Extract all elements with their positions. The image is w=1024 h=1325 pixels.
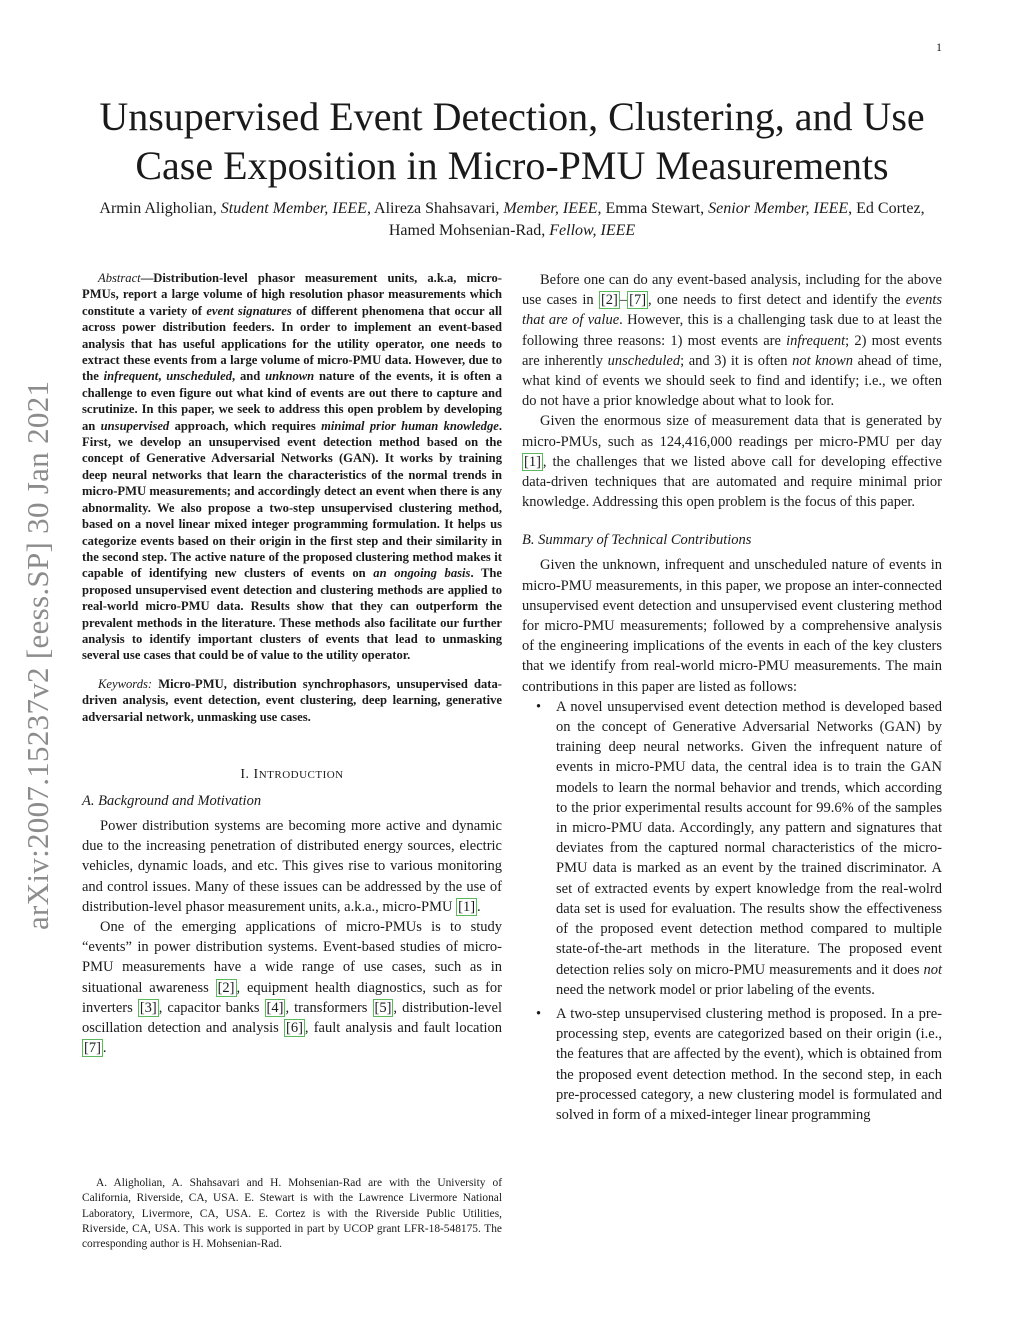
- abstract-text: . The proposed unsupervised event detection and clustering methods are applied to real-world micro-PMU data. Results show that they can outperform the prevalent methods in the literature. These methods also facilitate our further analysis to identify important clusters of events that lead to unmasking several use cases that could be of value to the utility operator.: [82, 566, 502, 663]
- abstract-text: —Distribution-level phasor measurement units, a.k.a, micro-PMUs, report a large volume of high resolution phasor measurements which constitute a variety of: [82, 271, 502, 318]
- title-line-2: Case Exposition in Micro-PMU Measurements: [135, 143, 889, 188]
- paper-title: [60, 92, 964, 190]
- section-title-initial: I: [253, 766, 259, 782]
- abstract: [82, 270, 502, 664]
- paragraph-emphasis: unscheduled: [607, 352, 681, 369]
- paragraph-text: .: [102, 1040, 107, 1057]
- arxiv-stamp[interactable]: arXiv:2007.15237v2 [eess.SP] 30 Jan 2021: [20, 380, 55, 930]
- author-1: Armin Aligholian,: [99, 200, 221, 217]
- keywords: [82, 676, 502, 725]
- page-number: 1: [936, 40, 942, 54]
- footnote: A. Aligholian, A. Shahsavari and H. Mohsenian-Rad are with the University of California, Riverside, CA, USA. E. Stewart is with the Lawrence Livermore National Laboratory, Livermore, CA, USA. E. Cortez is with the Riverside Public Utilities, Riverside, CA, USA. This work is supported in part by UCOP grant LFR-18-548175. The corresponding author is H. Mohsenian-Rad.: [82, 1177, 502, 1251]
- paragraph-text: ; and 3) it is often: [680, 352, 793, 369]
- right-paragraph-3: Given the unknown, infrequent and unscheduled nature of events in micro-PMU measurements, in this paper, we propose an inter-connected unsupervised event detection and unsupervised event clustering method for micro-PMU measurements; followed by a comprehensive analysis of the engineering implications of the events in each of the key clusters that we identify from real-world micro-PMU measurements. The main contributions in this paper are listed as follows:: [522, 557, 942, 695]
- citation-link[interactable]: [3]: [139, 999, 157, 1016]
- left-column: [82, 270, 502, 1058]
- contributions-list: [522, 697, 942, 1125]
- author-2-role: Member, IEEE: [503, 200, 598, 217]
- right-paragraph-1: [522, 270, 942, 411]
- section-heading-introduction: [82, 767, 502, 783]
- abstract-text: approach, which requires: [169, 418, 322, 433]
- paragraph-emphasis: infrequent: [786, 332, 846, 349]
- abstract-emphasis: minimal prior human knowledge: [321, 418, 499, 433]
- paragraph-text: , distribution-level oscillation detection and analysis: [82, 999, 502, 1036]
- title-line-1: Unsupervised Event Detection, Clustering, and Use: [99, 94, 925, 139]
- section-number: I.: [240, 766, 254, 782]
- citation-link[interactable]: [1]: [458, 898, 476, 915]
- author-list: [84, 198, 940, 242]
- paragraph-text: , one needs to first detect and identify the: [648, 292, 906, 309]
- author-4: , Ed Cortez, Hamed Mohsenian-Rad,: [388, 200, 925, 239]
- intro-paragraph-2: [82, 917, 502, 1058]
- author-1-role: Student Member, IEEE: [220, 200, 367, 217]
- paragraph-text: Before one can do any event-based analysis, including for the above use cases in: [522, 272, 942, 309]
- keywords-text: Micro-PMU, distribution synchrophasors, unsupervised data-driven analysis, event detection, event clustering, deep learning, generative adversarial network, unmasking use cases.: [82, 676, 502, 724]
- abstract-text: ,: [158, 369, 167, 384]
- subsection-heading-contributions: B. Summary of Technical Contributions: [522, 532, 752, 549]
- subsection-heading-background: A. Background and Motivation: [82, 792, 262, 809]
- paragraph-text: . However, this is a challenging task due to at least the following three reasons: 1) most events are: [522, 312, 942, 349]
- abstract-text: , and: [232, 369, 266, 384]
- abstract-emphasis: infrequent: [103, 369, 159, 384]
- list-item: [522, 1004, 942, 1125]
- paragraph-text: ; 2) most events are inherently: [522, 332, 942, 369]
- citation-link[interactable]: [6]: [285, 1020, 303, 1036]
- abstract-text: . First, we develop an unsupervised event detection method based on the concept of Generative Adversarial Networks (GAN). It works by training deep neural networks that learn the characteristics of the normal trends in micro-PMU measurements; and accordingly detect an event when there is any abnormality. We also propose a two-step unsupervised clustering method, based on a novel linear mixed integer programming formulation. It helps us categorize events based on their origin in the first step and their similarity in the second step. The active nature of the proposed clustering method makes it capable of identifying new clusters of events on: [82, 418, 502, 581]
- list-item-text: need the network model or prior labeling of the events.: [556, 981, 875, 998]
- list-item-text: A two-step unsupervised clustering method is proposed. In a pre-processing step, events are categorized based on their origin (i.e., the features that are affected by the event), which is obtained from the proposed event detection method. In the second step, in each pre-processed category, a new clustering model is formulated and solved in form of a mixed-integer linear programming: [556, 1005, 942, 1123]
- citation-link[interactable]: [2]: [217, 979, 235, 996]
- abstract-emphasis: event signatures: [206, 303, 292, 318]
- bullet-icon: •: [536, 698, 542, 715]
- paragraph-text: , transformers: [285, 999, 373, 1016]
- intro-paragraph-1: [82, 816, 502, 917]
- abstract-emphasis: unscheduled: [166, 369, 233, 384]
- paragraph-text: Given the enormous size of measurement data that is generated by micro-PMUs, such as 124,416,000 readings per micro-PMU per day: [522, 413, 942, 450]
- author-3-role: Senior Member, IEEE: [708, 200, 849, 217]
- citation-link[interactable]: [4]: [266, 999, 284, 1016]
- paragraph-text: , equipment health diagnostics, such as for inverters: [82, 979, 502, 1016]
- paragraph-text: Power distribution systems are becoming more active and dynamic due to the increasing penetration of distributed energy sources, electric vehicles, dynamic loads, and etc. This gives rise to various monitoring and control issues. Many of these issues can be addressed by the use of distribution-level phasor measurement units, a.k.a., micro-PMU: [82, 817, 502, 915]
- abstract-text: nature of the events, it is often a challenge to even figure out what kind of events are out there to capture and scrutinize. In this paper, we seek to address this open problem by developing an: [82, 369, 503, 433]
- right-column: [522, 270, 942, 1129]
- author-3: , Emma Stewart,: [597, 200, 709, 217]
- list-item-emphasis: not: [923, 961, 942, 978]
- bullet-icon: •: [536, 1005, 542, 1022]
- paragraph-text: , the challenges that we listed above call for developing effective data-driven techniques that are automated and require minimal prior knowledge. Addressing this open problem is the focus of this paper.: [522, 453, 942, 511]
- citation-link[interactable]: [1]: [524, 453, 541, 470]
- citation-link[interactable]: [7]: [84, 1040, 101, 1057]
- paragraph-text: , fault analysis and fault location: [304, 1020, 502, 1036]
- list-item: [522, 697, 942, 1000]
- paragraph-emphasis: not known: [792, 352, 854, 369]
- abstract-emphasis: unknown: [265, 369, 315, 384]
- keywords-label: Keywords:: [98, 676, 153, 691]
- paragraph-text: , capacitor banks: [158, 999, 265, 1016]
- abstract-emphasis: unsupervised: [100, 418, 170, 433]
- list-item-text: A novel unsupervised event detection method is developed based on the concept of Generative Adversarial Networks (GAN) by training deep neural networks. Given the infrequent nature of events in micro-PMU data, the central idea is to train the GAN models to learn the normal behavior and trends, which according to the prior experimental results account for 99.6% of the samples in micro-PMU data. Accordingly, any pattern and signatures that deviates from the captured normal characteristics of the micro-PMU data is marked as an event by the trained discriminator. A set of extracted events by expert knowledge from the real-wolrd data set is used for evaluation. The results show the effectiveness of the proposed event detection method compared to multiple state-of-the-art methods in the literature. The proposed event detection relies soly on micro-PMU measurements and it does: [556, 698, 942, 978]
- citation-link[interactable]: [2]: [600, 292, 618, 309]
- abstract-label: Abstract: [98, 271, 141, 285]
- paragraph-text: –: [619, 292, 628, 309]
- paragraph-text: .: [477, 898, 481, 915]
- citation-link[interactable]: [5]: [374, 999, 392, 1016]
- author-4-role: Fellow, IEEE: [549, 222, 636, 239]
- right-paragraph-2: [522, 411, 942, 512]
- author-2: , Alireza Shahsavari,: [366, 200, 504, 217]
- paragraph-text: One of the emerging applications of micro-PMUs is to study “events” in power distribution systems. Event-based studies of micro-PMU measurements have a wide range of use cases, such as in situational awareness: [82, 918, 502, 996]
- abstract-emphasis: an ongoing basis: [373, 566, 471, 581]
- paragraph-emphasis: events that are of value: [522, 292, 943, 329]
- citation-link[interactable]: [7]: [629, 292, 647, 309]
- paragraph-text: ahead of time, what kind of events we should seek to find and identify; i.e., we often do not have a prior knowledge about what to look for.: [522, 352, 942, 410]
- section-title-rest: NTRODUCTION: [258, 768, 344, 781]
- abstract-text: of different phenomena that occur all across power distribution feeders. In order to implement an event-based analysis that has useful applications for the utility operator, one needs to extract these events from a large volume of micro-PMU data. However, due to the: [82, 303, 502, 384]
